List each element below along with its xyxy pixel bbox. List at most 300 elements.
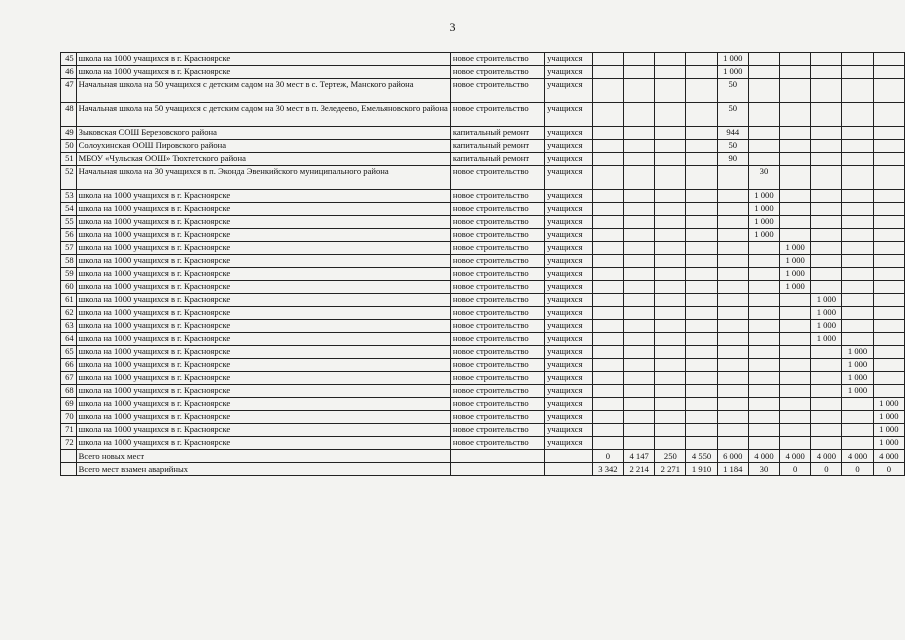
object-name: школа на 1000 учащихся в г. Красноярске [76,424,450,437]
year-value-cell [811,53,842,66]
work-type: новое строительство [450,242,544,255]
table-row [61,153,905,166]
year-value-cell [842,424,873,437]
unit-cell: учащихся [545,398,593,411]
year-value-cell [592,320,623,333]
object-name: школа на 1000 учащихся в г. Красноярске [76,333,450,346]
year-value-cell [873,216,904,229]
year-value-cell [717,242,748,255]
year-value-cell [624,242,655,255]
year-value-cell [811,385,842,398]
object-name: Начальная школа на 30 учащихся в п. Эконда Эвенкийского муниципального района [76,166,450,190]
year-value-cell [655,372,686,385]
table-row [61,424,905,437]
year-value-cell [811,229,842,242]
year-value-cell [592,346,623,359]
year-value-cell [624,203,655,216]
row-number: 54 [61,203,77,216]
year-value-cell: 944 [717,127,748,140]
year-value-cell [655,424,686,437]
year-value-cell [655,307,686,320]
year-value-cell [592,385,623,398]
year-value-cell [842,229,873,242]
year-value-cell [748,398,779,411]
year-value-cell [686,229,717,242]
year-value-cell [873,359,904,372]
year-value-cell [686,294,717,307]
totals-value-cell: 3 342 [592,463,623,476]
row-number: 71 [61,424,77,437]
year-value-cell [748,411,779,424]
object-name: Солоухинская ООШ Пировского района [76,140,450,153]
year-value-cell [780,203,811,216]
row-number: 67 [61,372,77,385]
year-value-cell [655,320,686,333]
row-number: 58 [61,255,77,268]
year-value-cell [873,372,904,385]
year-value-cell [717,333,748,346]
year-value-cell [780,320,811,333]
year-value-cell [811,398,842,411]
work-type: новое строительство [450,229,544,242]
year-value-cell [873,229,904,242]
year-value-cell: 1 000 [717,66,748,79]
table-row [61,140,905,153]
year-value-cell [873,307,904,320]
unit-cell: учащихся [545,127,593,140]
year-value-cell [873,268,904,281]
year-value-cell: 50 [717,103,748,127]
year-value-cell [686,140,717,153]
year-value-cell [717,281,748,294]
year-value-cell [686,79,717,103]
empty-cell [545,463,593,476]
year-value-cell [624,79,655,103]
year-value-cell [811,372,842,385]
year-value-cell [780,140,811,153]
row-number: 52 [61,166,77,190]
object-name: школа на 1000 учащихся в г. Красноярске [76,203,450,216]
year-value-cell [873,79,904,103]
table-row [61,229,905,242]
year-value-cell [592,216,623,229]
year-value-cell [717,385,748,398]
year-value-cell [780,411,811,424]
year-value-cell [624,216,655,229]
year-value-cell [748,372,779,385]
object-name: школа на 1000 учащихся в г. Красноярске [76,398,450,411]
year-value-cell [811,79,842,103]
unit-cell: учащихся [545,346,593,359]
unit-cell: учащихся [545,294,593,307]
unit-cell: учащихся [545,153,593,166]
table-row [61,437,905,450]
totals-row [61,450,905,463]
year-value-cell [748,424,779,437]
unit-cell: учащихся [545,320,593,333]
year-value-cell [655,437,686,450]
table-row [61,255,905,268]
year-value-cell [842,153,873,166]
row-number: 69 [61,398,77,411]
year-value-cell [686,307,717,320]
year-value-cell [686,333,717,346]
work-type: капитальный ремонт [450,153,544,166]
year-value-cell [873,294,904,307]
unit-cell: учащихся [545,203,593,216]
year-value-cell [842,66,873,79]
totals-value-cell: 1 910 [686,463,717,476]
row-number: 59 [61,268,77,281]
year-value-cell [655,411,686,424]
row-number: 45 [61,53,77,66]
table-row [61,268,905,281]
year-value-cell [624,307,655,320]
year-value-cell [592,424,623,437]
year-value-cell [780,333,811,346]
table-body [61,53,905,476]
unit-cell: учащихся [545,385,593,398]
row-number: 60 [61,281,77,294]
year-value-cell [873,320,904,333]
year-value-cell [873,166,904,190]
year-value-cell [592,166,623,190]
table-row [61,281,905,294]
year-value-cell: 1 000 [780,281,811,294]
year-value-cell [686,424,717,437]
year-value-cell [624,229,655,242]
year-value-cell: 1 000 [842,359,873,372]
totals-value-cell: 0 [592,450,623,463]
unit-cell: учащихся [545,411,593,424]
year-value-cell [748,333,779,346]
year-value-cell [842,268,873,281]
unit-cell: учащихся [545,372,593,385]
row-number: 50 [61,140,77,153]
object-name: школа на 1000 учащихся в г. Красноярске [76,255,450,268]
work-type: новое строительство [450,268,544,281]
row-number: 49 [61,127,77,140]
table-row [61,79,905,103]
year-value-cell [624,346,655,359]
row-number: 61 [61,294,77,307]
year-value-cell [873,127,904,140]
year-value-cell [842,398,873,411]
work-type: новое строительство [450,166,544,190]
year-value-cell [624,411,655,424]
year-value-cell [873,242,904,255]
year-value-cell [780,424,811,437]
year-value-cell [624,294,655,307]
year-value-cell [873,53,904,66]
year-value-cell [592,229,623,242]
page-number: 3 [449,20,456,34]
year-value-cell: 1 000 [811,307,842,320]
row-number: 72 [61,437,77,450]
year-value-cell [842,103,873,127]
year-value-cell [717,359,748,372]
row-number: 66 [61,359,77,372]
year-value-cell [717,372,748,385]
year-value-cell [655,216,686,229]
year-value-cell [592,411,623,424]
year-value-cell [717,255,748,268]
year-value-cell [624,53,655,66]
year-value-cell: 1 000 [811,294,842,307]
year-value-cell [842,242,873,255]
year-value-cell [811,153,842,166]
year-value-cell [717,190,748,203]
year-value-cell [624,333,655,346]
year-value-cell [655,398,686,411]
year-value-cell [592,281,623,294]
year-value-cell [717,320,748,333]
year-value-cell [748,153,779,166]
year-value-cell [748,103,779,127]
year-value-cell [873,203,904,216]
year-value-cell [842,294,873,307]
year-value-cell [592,294,623,307]
year-value-cell [624,166,655,190]
work-type: новое строительство [450,385,544,398]
year-value-cell [592,255,623,268]
year-value-cell [592,79,623,103]
year-value-cell [624,372,655,385]
year-value-cell: 1 000 [873,411,904,424]
year-value-cell [717,229,748,242]
empty-cell [450,463,544,476]
table-row [61,66,905,79]
year-value-cell: 1 000 [873,424,904,437]
year-value-cell [842,437,873,450]
year-value-cell [655,79,686,103]
year-value-cell [717,346,748,359]
year-value-cell [655,229,686,242]
year-value-cell [655,127,686,140]
year-value-cell [811,216,842,229]
year-value-cell [592,437,623,450]
year-value-cell [842,307,873,320]
work-type: новое строительство [450,359,544,372]
year-value-cell [748,255,779,268]
year-value-cell [873,140,904,153]
unit-cell: учащихся [545,66,593,79]
year-value-cell: 50 [717,140,748,153]
work-type: капитальный ремонт [450,140,544,153]
row-number: 47 [61,79,77,103]
totals-value-cell: 0 [780,463,811,476]
year-value-cell: 1 000 [748,203,779,216]
year-value-cell [748,66,779,79]
school-construction-table [60,52,905,476]
work-type: новое строительство [450,66,544,79]
unit-cell: учащихся [545,437,593,450]
year-value-cell [780,359,811,372]
empty-cell [545,450,593,463]
year-value-cell [780,437,811,450]
year-value-cell [748,385,779,398]
unit-cell: учащихся [545,242,593,255]
year-value-cell [748,242,779,255]
object-name: школа на 1000 учащихся в г. Красноярске [76,320,450,333]
object-name: школа на 1000 учащихся в г. Красноярске [76,359,450,372]
year-value-cell [686,190,717,203]
year-value-cell [624,103,655,127]
work-type: новое строительство [450,294,544,307]
totals-value-cell: 250 [655,450,686,463]
year-value-cell [873,153,904,166]
work-type: новое строительство [450,103,544,127]
year-value-cell [811,268,842,281]
year-value-cell [655,153,686,166]
year-value-cell [686,268,717,281]
year-value-cell [686,103,717,127]
year-value-cell [780,103,811,127]
year-value-cell: 1 000 [873,437,904,450]
unit-cell: учащихся [545,53,593,66]
year-value-cell [811,166,842,190]
year-value-cell [592,190,623,203]
year-value-cell [686,216,717,229]
year-value-cell [592,307,623,320]
year-value-cell [592,359,623,372]
year-value-cell [655,53,686,66]
year-value-cell [811,281,842,294]
table-row [61,398,905,411]
year-value-cell [842,281,873,294]
year-value-cell: 1 000 [842,346,873,359]
year-value-cell [592,268,623,281]
year-value-cell [780,127,811,140]
row-number: 62 [61,307,77,320]
year-value-cell [655,140,686,153]
object-name: школа на 1000 учащихся в г. Красноярске [76,229,450,242]
table-row [61,372,905,385]
object-name: школа на 1000 учащихся в г. Красноярске [76,268,450,281]
year-value-cell [717,307,748,320]
year-value-cell [748,320,779,333]
year-value-cell [624,153,655,166]
year-value-cell [811,424,842,437]
year-value-cell [592,153,623,166]
year-value-cell [811,140,842,153]
year-value-cell: 1 000 [811,333,842,346]
unit-cell: учащихся [545,307,593,320]
row-number: 65 [61,346,77,359]
year-value-cell [655,333,686,346]
object-name: школа на 1000 учащихся в г. Красноярске [76,385,450,398]
year-value-cell [624,190,655,203]
year-value-cell [780,166,811,190]
year-value-cell [655,66,686,79]
year-value-cell [780,385,811,398]
year-value-cell [748,268,779,281]
row-number: 46 [61,66,77,79]
unit-cell: учащихся [545,255,593,268]
year-value-cell [592,140,623,153]
work-type: новое строительство [450,333,544,346]
row-number: 48 [61,103,77,127]
year-value-cell [717,268,748,281]
year-value-cell [748,53,779,66]
year-value-cell [811,346,842,359]
year-value-cell [592,66,623,79]
year-value-cell [780,216,811,229]
row-number: 56 [61,229,77,242]
year-value-cell [811,359,842,372]
year-value-cell [592,127,623,140]
year-value-cell [624,268,655,281]
table-row [61,203,905,216]
year-value-cell [592,203,623,216]
object-name: школа на 1000 учащихся в г. Красноярске [76,281,450,294]
year-value-cell [717,203,748,216]
totals-value-cell: 6 000 [717,450,748,463]
year-value-cell [686,203,717,216]
totals-value-cell: 4 000 [748,450,779,463]
empty-cell [61,463,77,476]
table-row [61,294,905,307]
year-value-cell [686,346,717,359]
year-value-cell [592,103,623,127]
year-value-cell [686,385,717,398]
year-value-cell [873,385,904,398]
year-value-cell [717,166,748,190]
totals-row [61,463,905,476]
year-value-cell [655,346,686,359]
year-value-cell [748,307,779,320]
year-value-cell: 1 000 [811,320,842,333]
year-value-cell [780,372,811,385]
year-value-cell [842,166,873,190]
totals-value-cell: 0 [811,463,842,476]
year-value-cell [717,216,748,229]
totals-value-cell: 4 000 [842,450,873,463]
year-value-cell [811,203,842,216]
year-value-cell [686,320,717,333]
year-value-cell [842,203,873,216]
year-value-cell [686,242,717,255]
year-value-cell [686,411,717,424]
year-value-cell: 1 000 [748,229,779,242]
totals-label: Всего мест взамен аварийных [76,463,450,476]
year-value-cell: 50 [717,79,748,103]
unit-cell: учащихся [545,229,593,242]
row-number: 64 [61,333,77,346]
year-value-cell: 1 000 [748,190,779,203]
row-number: 51 [61,153,77,166]
unit-cell: учащихся [545,281,593,294]
year-value-cell [811,411,842,424]
year-value-cell [655,385,686,398]
row-number: 53 [61,190,77,203]
year-value-cell [624,359,655,372]
table-row [61,190,905,203]
table-row [61,411,905,424]
unit-cell: учащихся [545,140,593,153]
year-value-cell: 1 000 [780,268,811,281]
year-value-cell [686,255,717,268]
year-value-cell [780,190,811,203]
unit-cell: учащихся [545,333,593,346]
year-value-cell: 30 [748,166,779,190]
work-type: новое строительство [450,411,544,424]
totals-value-cell: 4 000 [873,450,904,463]
work-type: новое строительство [450,437,544,450]
table-row [61,385,905,398]
year-value-cell [717,437,748,450]
work-type: новое строительство [450,372,544,385]
